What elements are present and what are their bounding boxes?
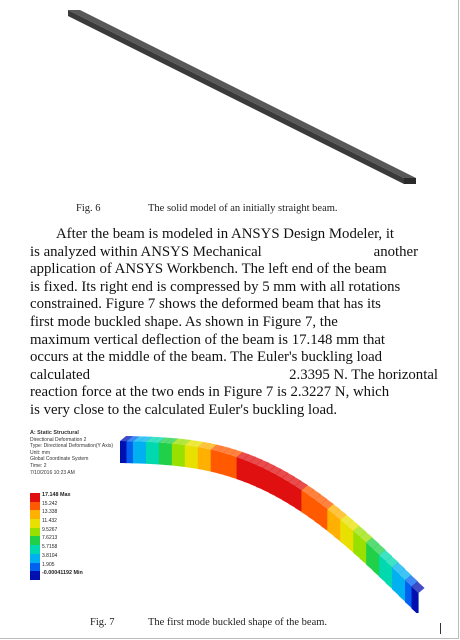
paragraph-line-part: is analyzed within ANSYS Mechanical — [30, 243, 262, 260]
legend-line: Directional Deformation 2 — [30, 436, 87, 443]
beam-contour-segment — [152, 442, 159, 464]
paragraph-line: is very close to the calculated Euler's buckling load. — [30, 401, 338, 418]
color-scale-row — [30, 502, 90, 511]
beam-contour-segment — [224, 453, 231, 477]
beam-contour-segment — [191, 446, 198, 469]
legend-title: A: Static Structural — [30, 430, 79, 436]
beam-contour-segment — [165, 443, 172, 466]
beam-contour-segment — [230, 455, 237, 479]
legend-line: Unit: mm — [30, 449, 50, 456]
color-swatch — [30, 519, 40, 528]
color-swatch — [30, 545, 40, 554]
beam-contour-segment — [243, 459, 250, 484]
beam-contour-segment — [237, 457, 244, 481]
body-paragraph — [30, 226, 438, 420]
color-scale-row — [30, 554, 90, 563]
color-scale-row — [30, 545, 90, 554]
paragraph-line-part: calculated — [30, 366, 90, 383]
paragraph-line: first mode buckled shape. As shown in Figure 7, the — [30, 313, 338, 330]
beam-contour-segment — [275, 474, 282, 500]
beam-contour-segment — [250, 462, 257, 487]
fig6-beam-image — [50, 8, 420, 198]
beam-contour-segment — [120, 441, 127, 463]
color-swatch — [30, 571, 40, 580]
paragraph-line: After the beam is modeled in ANSYS Design Modeler, it — [56, 226, 395, 242]
paragraph-line: application of ANSYS Workbench. The left end of the beam — [30, 261, 387, 278]
beam-contour-segment — [159, 442, 166, 464]
fig7-caption — [90, 617, 327, 628]
color-scale-label: 7.6213 — [42, 535, 58, 542]
paragraph-line-part: another — [373, 243, 418, 260]
color-swatch — [30, 510, 40, 519]
paragraph-line: maximum vertical deflection of the beam is 17.148 mm that — [30, 331, 386, 348]
paragraph-line-part: 2.3395 N. The horizontal — [289, 366, 438, 383]
beam-contour-segment — [126, 441, 133, 463]
beam-contour-segment — [139, 442, 146, 464]
color-scale-row — [30, 571, 90, 580]
color-scale-legend — [30, 493, 90, 580]
beam-contour-segment — [178, 444, 185, 467]
text-cursor — [440, 623, 441, 634]
color-swatch — [30, 554, 40, 563]
fig6-caption-text: The solid model of an initially straight beam. — [148, 203, 338, 214]
beam-contour-segment — [263, 468, 270, 493]
color-scale-row — [30, 519, 90, 528]
color-scale-label: 13.338 — [42, 509, 58, 516]
paragraph-line: constrained. Figure 7 shows the deformed beam that has its — [30, 296, 381, 313]
legend-line: 7/10/2016 10:23 AM — [30, 469, 75, 476]
fig6-caption — [76, 203, 338, 214]
color-scale-label: -0.00041192 Min — [42, 570, 83, 577]
color-scale-label: 9.5267 — [42, 526, 58, 533]
color-scale-label: 15.242 — [42, 500, 58, 507]
color-scale-row — [30, 493, 90, 502]
beam-contour-segment — [256, 465, 263, 490]
beam-end-face — [404, 178, 416, 184]
beam-contour-segment — [288, 482, 295, 508]
legend-line: Time: 2 — [30, 462, 47, 469]
beam-contour-segment — [198, 447, 205, 470]
color-swatch — [30, 528, 40, 537]
beam-top-face — [68, 10, 416, 178]
fig7-number: Fig. 7 — [90, 617, 115, 628]
color-swatch — [30, 536, 40, 545]
fig7-caption-text: The first mode buckled shape of the beam. — [148, 617, 328, 628]
fig7-buckled-beam-image — [100, 433, 430, 613]
color-scale-label: 1.905 — [42, 561, 55, 568]
beam-contour-segment — [204, 448, 211, 471]
color-swatch — [30, 502, 40, 511]
color-scale-label: 11.432 — [42, 518, 57, 525]
legend-line: Global Coordinate System — [30, 456, 89, 463]
beam-contour-segment — [133, 441, 140, 463]
beam-contour-segment — [295, 486, 302, 512]
color-swatch — [30, 563, 40, 572]
color-scale-row — [30, 536, 90, 545]
legend-line: Type: Directional Deformation(Y Axis) — [30, 443, 113, 450]
beam-contour-segment — [217, 451, 224, 475]
color-scale-label: 5.7158 — [42, 544, 58, 551]
paragraph-line — [30, 367, 438, 385]
beam-contour-segment — [282, 478, 289, 504]
color-swatch — [30, 493, 40, 502]
beam-contour-segment — [301, 490, 308, 516]
paragraph-line: is fixed. Its right end is compressed by 5 mm with all rotations — [30, 278, 401, 295]
color-scale-row — [30, 528, 90, 537]
paragraph-line: reaction force at the two ends in Figure 7 is 2.3227 N, which — [30, 384, 390, 401]
beam-contour-segment — [308, 495, 315, 522]
beam-contour-segment — [269, 471, 276, 496]
beam-contour-segment — [146, 442, 153, 464]
color-scale-label: 3.8104 — [42, 552, 58, 559]
beam-front-face — [68, 10, 404, 184]
paragraph-line: occurs at the middle of the beam. The Euler's buckling load — [30, 349, 383, 366]
paragraph-line — [30, 244, 438, 262]
beam-contour-segment — [172, 444, 179, 467]
color-scale-label: 17.148 Max — [42, 492, 71, 498]
color-scale-row — [30, 510, 90, 519]
beam-contour-segment — [211, 450, 218, 474]
beam-contour-segment — [185, 445, 192, 468]
fig6-number: Fig. 6 — [76, 203, 101, 214]
